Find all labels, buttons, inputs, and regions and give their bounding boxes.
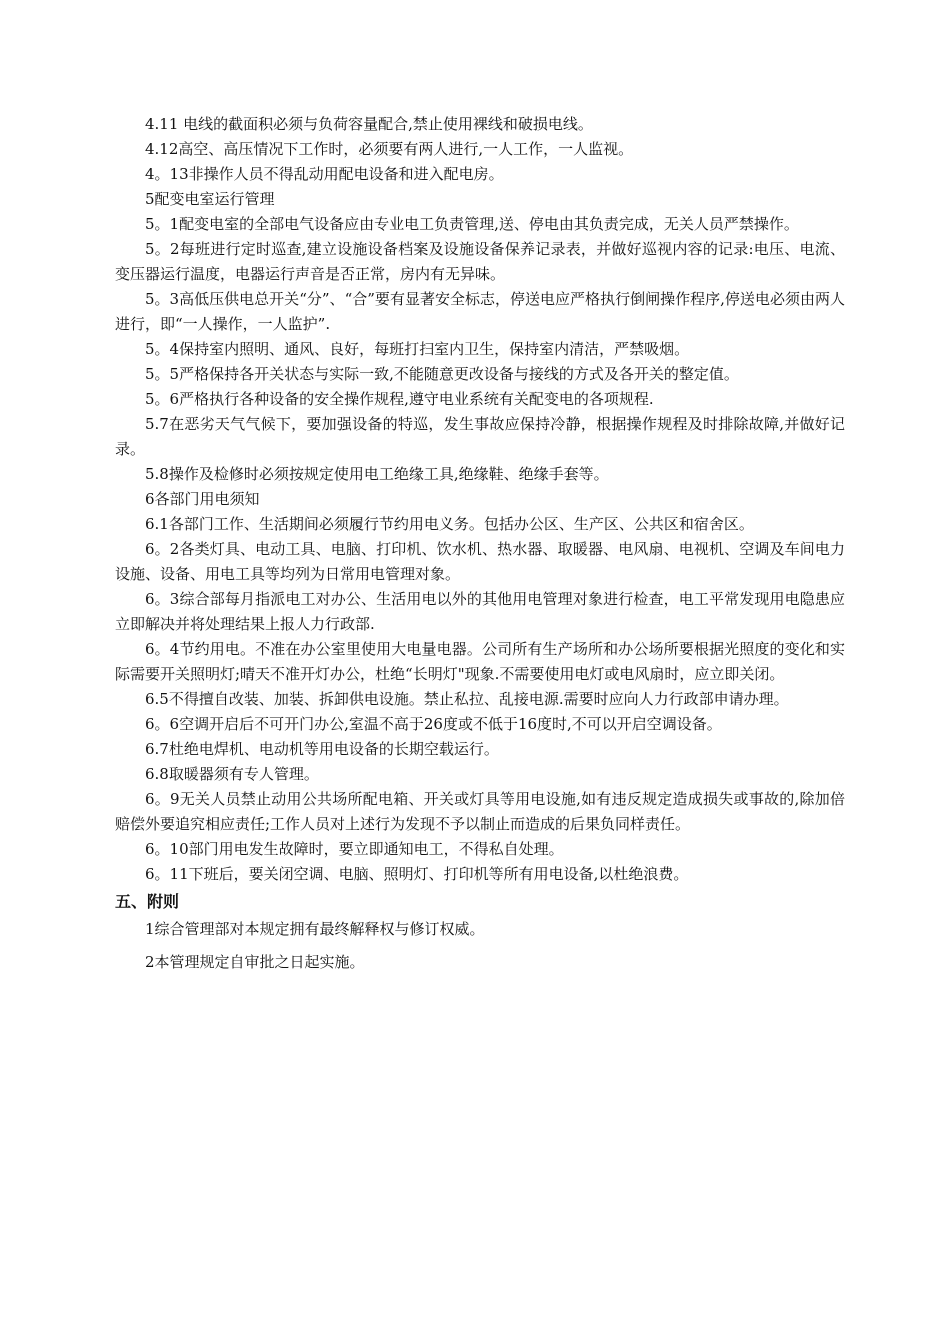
paragraph-6-11: 6。11下班后，要关闭空调、电脑、照明灯、打印机等所有用电设备,以杜绝浪费。 (145, 865, 689, 883)
paragraph-6-5: 6.5不得擅自改装、加装、拆卸供电设施。禁止私拉、乱接电源.需要时应向人力行政部申请办理。 (145, 690, 789, 708)
paragraph-5-3: 5。3高低压供电总开关“分”、“合”要有显著安全标志，停送电应严格执行倒闸操作程序,停送电必须由两人进行，即“一人操作，一人监护”. (115, 290, 845, 333)
paragraph-5-4: 5。4保持室内照明、通风、良好，每班打扫室内卫生，保持室内清洁，严禁吸烟。 (145, 340, 690, 358)
paragraph-6-2: 6。2各类灯具、电动工具、电脑、打印机、饮水机、热水器、取暖器、电风扇、电视机、空调及车间电力设施、设备、用电工具等均列为日常用电管理对象。 (115, 540, 845, 583)
paragraph-5-5: 5。5严格保持各开关状态与实际一致,不能随意更改设备与接线的方式及各开关的整定值。 (145, 365, 739, 383)
paragraph-5-8: 5.8操作及检修时必须按规定使用电工绝缘工具,绝缘鞋、绝缘手套等。 (145, 465, 609, 483)
paragraph-4-11: 4.11 电线的截面积必须与负荷容量配合,禁止使用裸线和破损电线。 (145, 115, 593, 133)
paragraph-appendix-1: 1综合管理部对本规定拥有最终解释权与修订权威。 (145, 920, 485, 938)
paragraph-5-2: 5。2每班进行定时巡查,建立设施设备档案及设施设备保养记录表，并做好巡视内容的记录:电压、电流、变压器运行温度，电器运行声音是否正常，房内有无异味。 (115, 240, 845, 283)
document-body (115, 112, 845, 975)
paragraph-6-4: 6。4节约用电。不准在办公室里使用大电量电器。公司所有生产场所和办公场所要根据光照度的变化和实际需要开关照明灯;晴天不准开灯办公，杜绝“长明灯"现象.不需要使用电灯或电风扇时，应立即关闭。 (115, 640, 845, 683)
paragraph-5-6: 5。6严格执行各种设备的安全操作规程,遵守电业系统有关配变电的各项规程. (145, 390, 654, 408)
paragraph-6-7: 6.7杜绝电焊机、电动机等用电设备的长期空载运行。 (145, 740, 499, 758)
subsection-title-6: 6各部门用电须知 (145, 490, 260, 508)
paragraph-6-8: 6.8取暖器须有专人管理。 (145, 765, 319, 783)
paragraph-4-13: 4。13非操作人员不得乱动用配电设备和进入配电房。 (145, 165, 504, 183)
subsection-title-5: 5配变电室运行管理 (145, 190, 275, 208)
paragraph-appendix-2: 2本管理规定自审批之日起实施。 (145, 953, 365, 971)
paragraph-6-3: 6。3综合部每月指派电工对办公、生活用电以外的其他用电管理对象进行检查，电工平常发现用电隐患应立即解决并将处理结果上报人力行政部. (115, 590, 845, 633)
paragraph-4-12: 4.12高空、高压情况下工作时，必须要有两人进行,一人工作，一人监视。 (145, 140, 634, 158)
paragraph-6-10: 6。10部门用电发生故障时，要立即通知电工，不得私自处理。 (145, 840, 564, 858)
section-heading: 五、附则 (115, 892, 180, 911)
paragraph-6-9: 6。9无关人员禁止动用公共场所配电箱、开关或灯具等用电设施,如有违反规定造成损失或事故的,除加倍赔偿外要追究相应责任;工作人员对上述行为发现不予以制止而造成的后果负同样责任。 (115, 790, 845, 833)
paragraph-5-7: 5.7在恶劣天气气候下，要加强设备的特巡，发生事故应保持冷静，根据操作规程及时排除故障,并做好记录。 (115, 415, 845, 458)
paragraph-6-1: 6.1各部门工作、生活期间必须履行节约用电义务。包括办公区、生产区、公共区和宿舍区。 (145, 515, 754, 533)
paragraph-5-1: 5。1配变电室的全部电气设备应由专业电工负责管理,送、停电由其负责完成，无关人员严禁操作。 (145, 215, 799, 233)
paragraph-6-6: 6。6空调开启后不可开门办公,室温不高于26度或不低于16度时,不可以开启空调设备。 (145, 715, 722, 733)
